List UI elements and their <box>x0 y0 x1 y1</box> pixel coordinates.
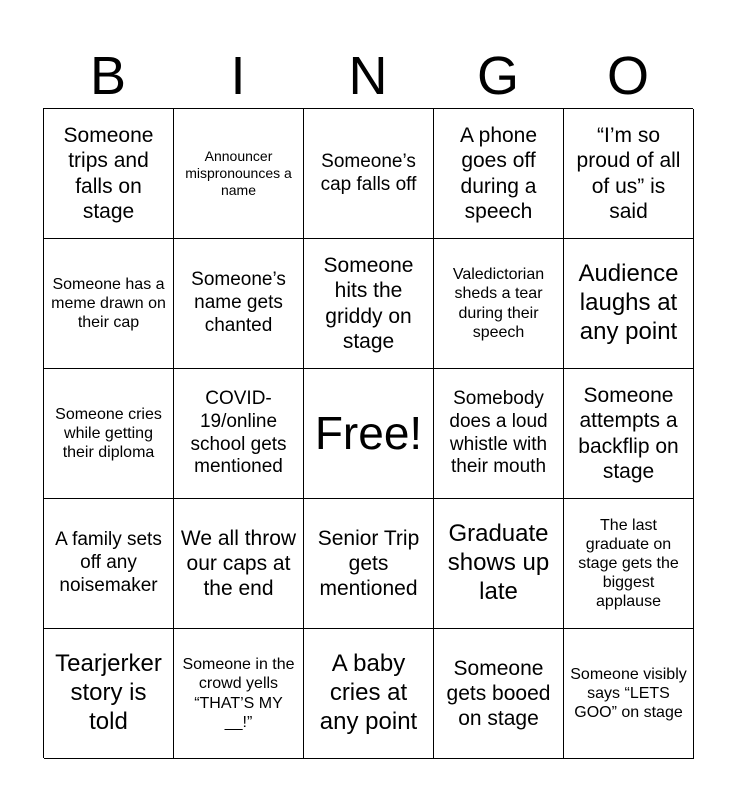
bingo-cell-text: A family sets off any noisemaker <box>55 529 162 596</box>
bingo-cell[interactable] <box>304 499 434 629</box>
bingo-cell[interactable] <box>174 629 304 759</box>
bingo-header <box>43 44 693 108</box>
bingo-cell-text: A baby cries at any point <box>319 650 418 735</box>
header-letter-o: O <box>606 46 649 106</box>
bingo-cell-text: Announcer mispronounces a name <box>185 148 292 198</box>
bingo-cell-text: Someone has a meme drawn on their cap <box>51 275 166 332</box>
bingo-cell[interactable] <box>44 109 174 239</box>
header-letter-i: I <box>230 46 246 106</box>
bingo-cell[interactable] <box>174 369 304 499</box>
bingo-cell[interactable] <box>564 499 694 629</box>
bingo-cell-text: Someone trips and falls on stage <box>63 124 154 223</box>
bingo-cell-text: Someone cries while getting their diploma <box>55 405 162 462</box>
bingo-cell[interactable] <box>174 239 304 369</box>
bingo-cell-text: “I’m so proud of all of us” is said <box>576 124 681 223</box>
bingo-cell-text: Someone visibly says “LETS GOO” on stage <box>570 665 687 722</box>
bingo-cell[interactable] <box>44 369 174 499</box>
bingo-cell[interactable] <box>174 499 304 629</box>
header-letter-b: B <box>89 46 127 106</box>
bingo-cell-text: Senior Trip gets mentioned <box>317 526 420 601</box>
bingo-cell[interactable] <box>434 499 564 629</box>
bingo-cell[interactable] <box>434 109 564 239</box>
bingo-cell[interactable] <box>434 369 564 499</box>
bingo-cell[interactable] <box>304 239 434 369</box>
bingo-cell-text: Somebody does a loud whistle with their mouth <box>449 387 548 478</box>
bingo-cell[interactable] <box>44 629 174 759</box>
bingo-cell[interactable] <box>44 499 174 629</box>
bingo-cell-text: Audience laughs at any point <box>578 260 679 345</box>
bingo-cell-text: Someone in the crowd yells “THAT’S MY __!” <box>182 656 295 731</box>
bingo-cell[interactable] <box>304 109 434 239</box>
bingo-cell-text: Someone attempts a backflip on stage <box>578 384 679 483</box>
bingo-cell-text: COVID-19/online school gets mentioned <box>190 387 287 478</box>
bingo-cell-text: The last graduate on stage gets the biggest applause <box>578 516 679 611</box>
bingo-cell[interactable] <box>434 629 564 759</box>
bingo-cell-text: Someone’s name gets chanted <box>191 269 286 336</box>
bingo-cell-text: Someone’s cap falls off <box>320 150 417 195</box>
bingo-cell[interactable] <box>304 629 434 759</box>
bingo-cell-text: Graduate shows up late <box>447 520 550 605</box>
header-letter-g: G <box>476 46 519 106</box>
bingo-cell[interactable] <box>564 629 694 759</box>
bingo-cell-text: A phone goes off during a speech <box>459 124 538 223</box>
bingo-cell[interactable] <box>434 239 564 369</box>
bingo-cell[interactable] <box>564 239 694 369</box>
bingo-cell-text: Tearjerker story is told <box>55 650 162 735</box>
bingo-cell-text: Free! <box>314 406 423 459</box>
bingo-cell-text: Someone gets booed on stage <box>446 656 551 731</box>
bingo-cell[interactable] <box>174 109 304 239</box>
bingo-cell-text: Valedictorian sheds a tear during their speech <box>452 266 545 341</box>
header-letter-n: N <box>348 46 388 106</box>
bingo-cell[interactable] <box>44 239 174 369</box>
bingo-cell[interactable] <box>564 109 694 239</box>
bingo-board <box>43 108 693 758</box>
bingo-cell-free[interactable] <box>304 369 434 499</box>
bingo-cell-text: We all throw our caps at the end <box>180 526 297 601</box>
bingo-cell[interactable] <box>564 369 694 499</box>
bingo-cell-text: Someone hits the griddy on stage <box>323 254 414 353</box>
